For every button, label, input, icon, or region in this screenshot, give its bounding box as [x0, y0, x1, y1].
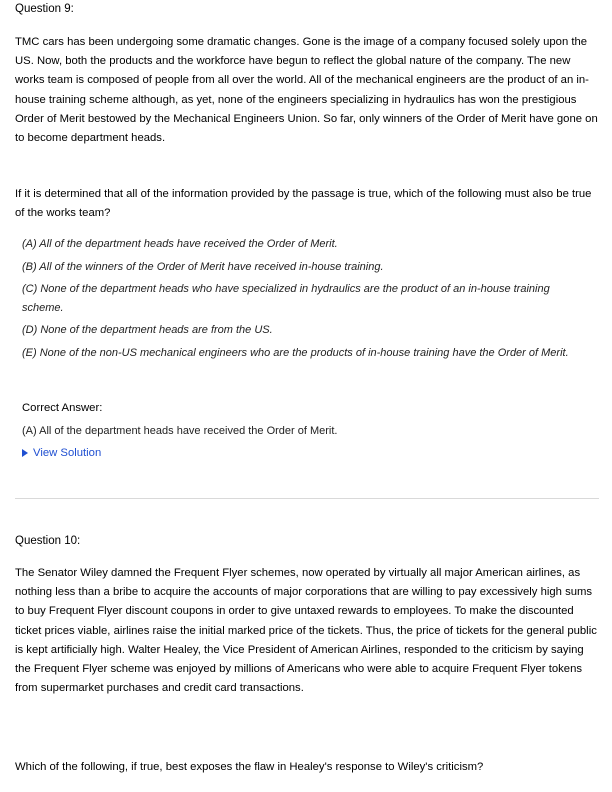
- correct-answer-label: Correct Answer:: [22, 402, 103, 414]
- question-9-heading: Question 9:: [15, 3, 74, 15]
- question-10-heading: Question 10:: [15, 535, 81, 547]
- view-solution-toggle[interactable]: [22, 447, 101, 459]
- question-10-passage: The Senator Wiley damned the Frequent Flyer schemes, now operated by virtually all major American airlines, as nothing less than a bribe to acquire the accounts of major corporations that are willing to pay excessively high sums to buy Frequent Flyer discount coupons in order to give untaxed rewards to employees. To make the discounted ticket prices viable, airlines raise the initial marked price of the tickets. Thus, the price of tickets for the general public is kept artificially high. Walter Healey, the Vice President of American Airlines, responded to the criticism by saying the Frequent Flyer scheme was enjoyed by millions of Americans who were able to acquire Frequent Flyer tokens from supermarket purchases and credit card transactions.: [15, 567, 597, 695]
- question-9-passage: TMC cars has been undergoing some dramatic changes. Gone is the image of a company focused solely upon the US. Now, both the products and the workforce have begun to reflect the global nature of the company. The new works team is composed of people from all over the world. All of the mechanical engineers are the product of an in-house training scheme although, as yet, none of the engineers specializing in hydraulics has won the prestigious Order of Merit bestowed by the Mechanical Engineers Union. So far, only winners of the Order of Merit have gone on to become department heads.: [15, 36, 598, 145]
- expand-triangle-icon: [22, 449, 28, 457]
- option-c[interactable]: (C) None of the department heads who have specialized in hydraulics are the product of an in-house training scheme.: [22, 283, 550, 314]
- option-e[interactable]: (E) None of the non-US mechanical engineers who are the products of in-house training have the Order of Merit.: [22, 346, 569, 359]
- option-d[interactable]: (D) None of the department heads are from the US.: [22, 324, 273, 336]
- question-9-prompt: If it is determined that all of the information provided by the passage is true, which of the following must also be true of the works team?: [15, 188, 592, 220]
- option-a[interactable]: (A) All of the department heads have received the Order of Merit.: [22, 238, 338, 250]
- divider: [15, 498, 599, 499]
- question-10-prompt: Which of the following, if true, best exposes the flaw in Healey's response to Wiley's criticism?: [15, 761, 484, 773]
- view-solution-label[interactable]: View Solution: [33, 447, 102, 459]
- answer-options: [22, 235, 592, 366]
- option-b[interactable]: (B) All of the winners of the Order of Merit have received in-house training.: [22, 260, 384, 273]
- correct-answer-text: (A) All of the department heads have received the Order of Merit.: [22, 425, 338, 437]
